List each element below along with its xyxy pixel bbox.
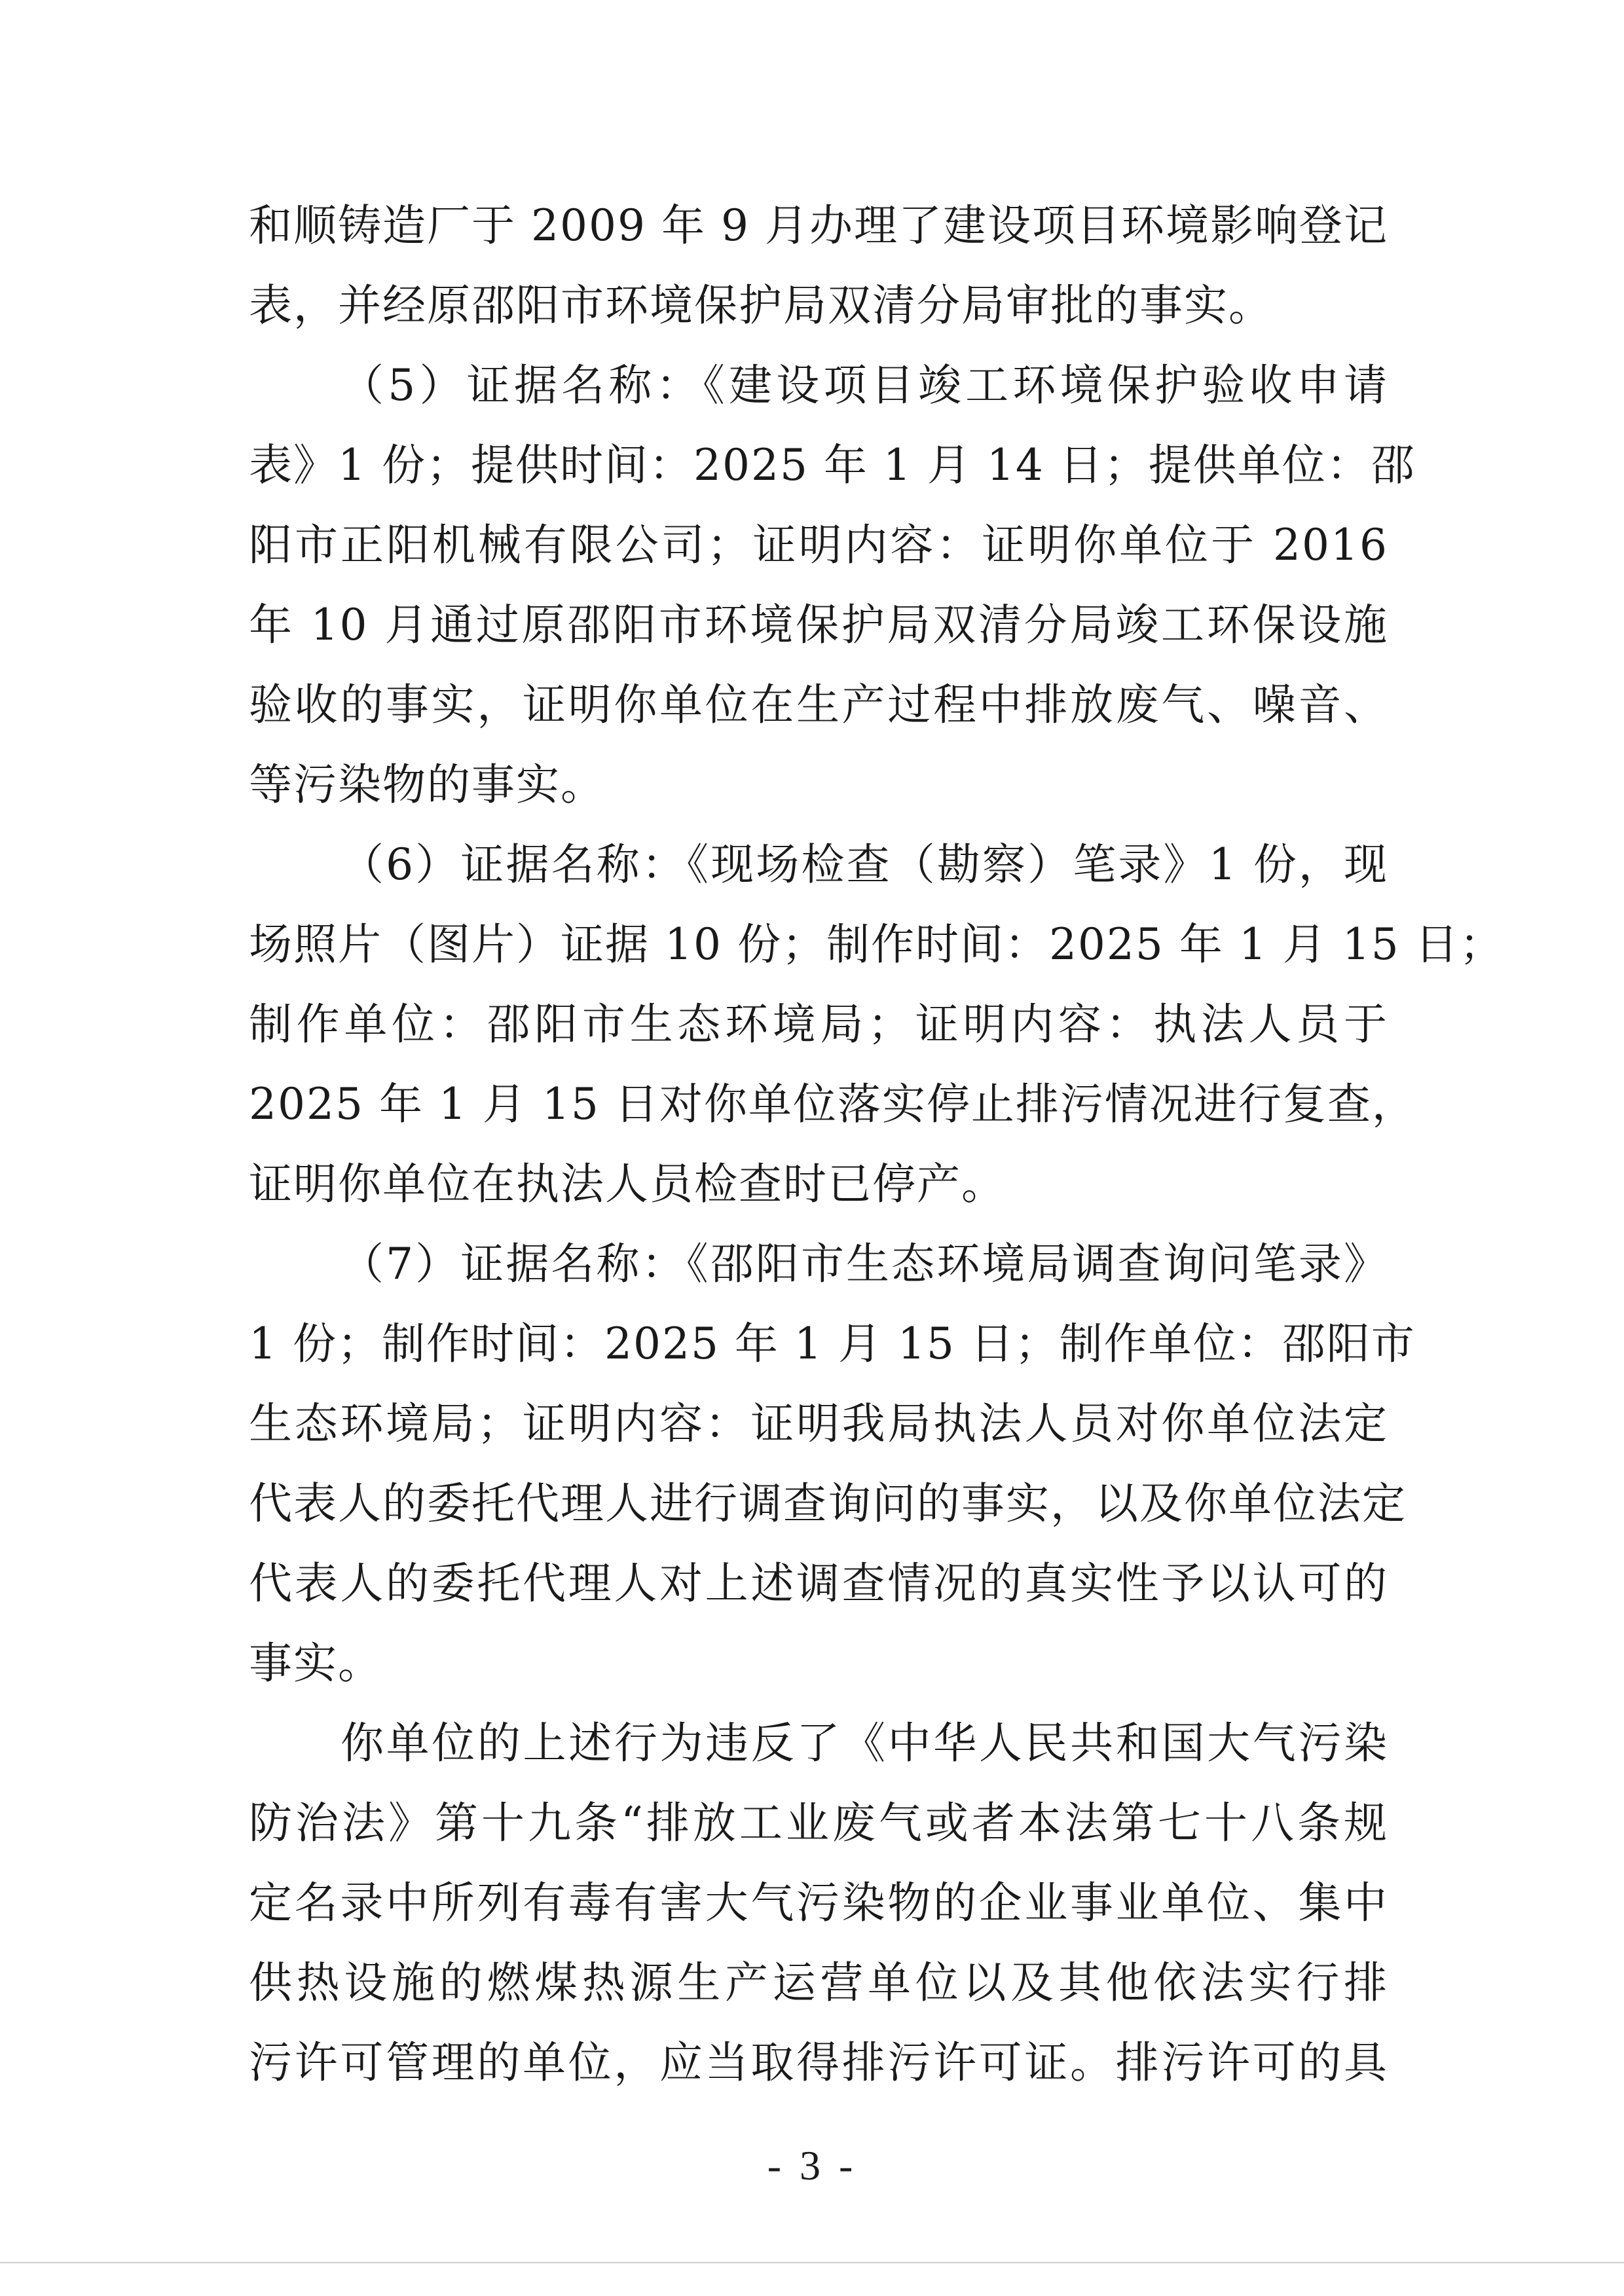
text-line: 定名录中所列有毒有害大气污染物的企业事业单位、集中 [249, 1878, 1388, 1928]
text-line: 事实。 [249, 1638, 382, 1688]
text-line: 证明你单位在执法人员检查时已停产。 [249, 1159, 1006, 1209]
violation-paragraph-start: 你单位的上述行为违反了《中华人民共和国大气污染 [341, 1718, 1388, 1768]
page-number: - 3 - [767, 2142, 857, 2189]
text-line: 场照片（图片）证据 10 份；制作时间：2025 年 1 月 15 日； [249, 919, 1504, 970]
text-line: 制作单位：邵阳市生态环境局；证明内容：执法人员于 [249, 999, 1388, 1049]
text-line: 污许可管理的单位，应当取得排污许可证。排污许可的具 [249, 2037, 1388, 2088]
text-line: 表，并经原邵阳市环境保护局双清分局审批的事实。 [249, 280, 1273, 331]
evidence-item-5-heading: （5）证据名称：《建设项目竣工环境保护验收申请 [341, 360, 1388, 410]
text-line: 和顺铸造厂于 2009 年 9 月办理了建设项目环境影响登记 [249, 200, 1388, 251]
text-line: 生态环境局；证明内容：证明我局执法人员对你单位法定 [249, 1398, 1388, 1449]
text-line: 年 10 月通过原邵阳市环境保护局双清分局竣工环保设施 [249, 600, 1388, 650]
text-line: 阳市正阳机械有限公司；证明内容：证明你单位于 2016 [249, 520, 1388, 570]
text-line: 验收的事实，证明你单位在生产过程中排放废气、噪音、 [249, 680, 1388, 730]
text-line: 代表人的委托代理人进行调查询问的事实，以及你单位法定 [249, 1478, 1407, 1529]
text-line: 等污染物的事实。 [249, 759, 605, 810]
text-line: 防治法》第十九条“排放工业废气或者本法第七十八条规 [249, 1798, 1388, 1848]
text-line: 供热设施的燃煤热源生产运营单位以及其他依法实行排 [249, 1958, 1388, 2008]
text-line: 2025 年 1 月 15 日对你单位落实停止排污情况进行复查， [249, 1079, 1416, 1129]
scan-edge-line [0, 2262, 1624, 2263]
evidence-item-7-heading: （7）证据名称：《邵阳市生态环境局调查询问笔录》 [341, 1239, 1388, 1289]
text-line: 1 份；制作时间：2025 年 1 月 15 日；制作单位：邵阳市 [249, 1319, 1416, 1369]
evidence-item-6-heading: （6）证据名称：《现场检查（勘察）笔录》1 份，现 [341, 839, 1388, 890]
text-line: 代表人的委托代理人对上述调查情况的真实性予以认可的 [249, 1558, 1388, 1609]
text-line: 表》1 份；提供时间：2025 年 1 月 14 日；提供单位：邵 [249, 440, 1416, 490]
